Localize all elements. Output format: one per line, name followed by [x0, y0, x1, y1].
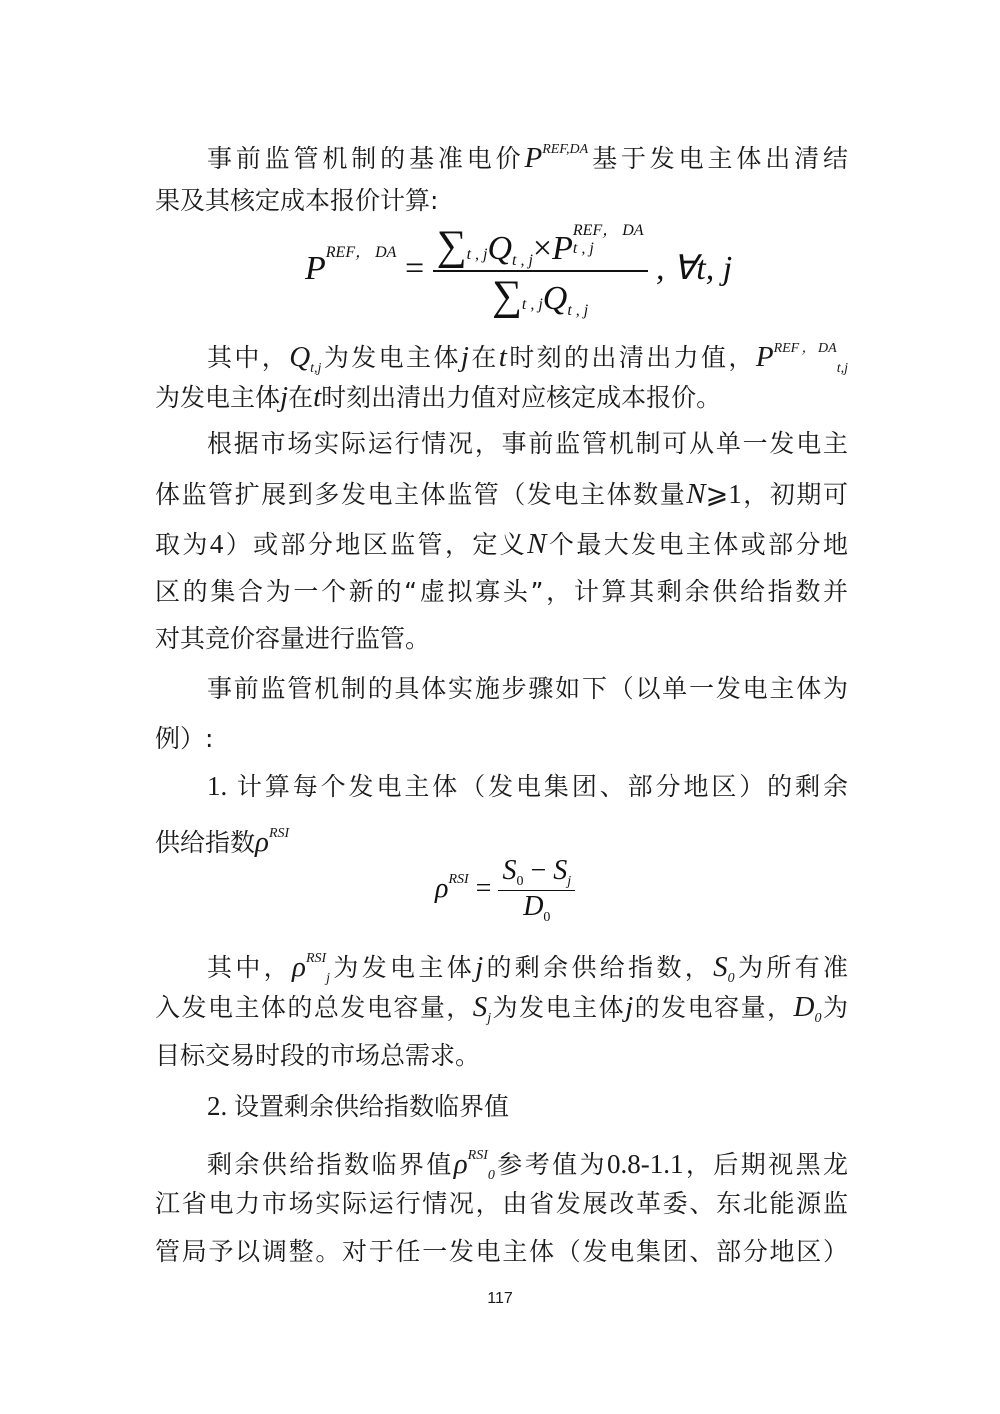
math-symbol: Q [289, 341, 311, 373]
math-symbol: P [524, 142, 543, 174]
math-symbol: RSI [305, 951, 327, 966]
text-segment: 为发电主体 [330, 953, 476, 982]
math-symbol: ρ [292, 951, 306, 983]
math-symbol: 0.8-1.1 [606, 1149, 684, 1179]
math-symbol: 0 [487, 1168, 495, 1183]
math-symbol: N [527, 528, 547, 560]
formula-quantifier: , ∀t, j [656, 249, 733, 287]
fraction: $\frac{S_0 - S_j}{D_0}$ [498, 855, 575, 926]
math-symbol: 2. [207, 1091, 234, 1121]
text-line [155, 622, 848, 656]
math-symbol: t [498, 341, 507, 373]
text-line [155, 380, 848, 415]
text-segment: 时刻的出清出力值， [506, 343, 756, 372]
math-symbol: D [793, 991, 815, 1023]
text-line [155, 1235, 848, 1269]
math-symbol: REF,DA [542, 142, 589, 157]
text-segment: 基于发电主体出清结 [588, 144, 848, 173]
math-symbol: 0 [727, 971, 735, 986]
text-segment: 目标交易时段的市场总需求。 [155, 1041, 481, 1070]
math-symbol: j [475, 951, 484, 983]
text-segment: 个最大发电主体或部分地 [546, 530, 848, 559]
math-symbol: j [326, 971, 331, 986]
text-segment: 果及其核定成本报价计算: [155, 186, 439, 215]
text-line [207, 942, 848, 996]
math-symbol: P [755, 341, 774, 373]
text-segment: 为发电主体 [491, 993, 626, 1022]
text-line [207, 1089, 848, 1124]
text-segment: 事前监管机制的基准电价 [207, 144, 525, 173]
math-symbol: j [487, 1011, 492, 1026]
math-symbol: REF，DA [773, 341, 837, 356]
text-segment: 剩余供给指数临界值 [207, 1150, 454, 1179]
text-segment: 设置剩余供给指数临界值 [234, 1092, 510, 1121]
text-line [155, 817, 848, 860]
math-symbol: t,j [836, 361, 848, 376]
equals-sign: = [404, 249, 425, 287]
text-line [155, 527, 848, 562]
math-symbol: ⩾1 [705, 479, 742, 509]
text-line [155, 1039, 848, 1073]
text-line [207, 332, 848, 386]
text-segment: ）或部分地区监管，定义 [223, 530, 528, 559]
math-symbol: ρ [255, 826, 269, 858]
text-segment: 为 [821, 993, 848, 1022]
text-segment: ，后期视黑龙 [683, 1150, 848, 1179]
numerator: ∑t , jQt , j×P REF， DA t , j [436, 222, 644, 269]
formula-reference-price [305, 222, 732, 320]
text-segment: 供给指数 [155, 828, 256, 857]
text-segment: 在 [288, 383, 314, 412]
text-line [207, 1139, 848, 1193]
math-symbol: j [625, 991, 634, 1023]
text-line [207, 133, 848, 176]
text-line [155, 722, 848, 756]
text-line [207, 427, 848, 461]
text-segment: 为发电主体 [321, 343, 461, 372]
text-segment: 入发电主体的总发电容量， [155, 993, 473, 1022]
text-segment: 根据市场实际运行情况，事前监管机制可从单一发电主 [207, 429, 848, 458]
text-segment: 为所有准 [734, 953, 848, 982]
text-segment: 江省电力市场实际运行情况，由省发展改革委、东北能源监 [155, 1189, 848, 1218]
text-segment: 的发电容量， [633, 993, 794, 1022]
math-symbol: t,j [310, 361, 322, 376]
text-line [207, 672, 848, 706]
text-line [155, 990, 848, 1036]
math-symbol: RSI [268, 826, 290, 841]
text-line [155, 184, 848, 218]
text-line [155, 1187, 848, 1221]
math-symbol: j [460, 341, 469, 373]
formula-lhs: $P^{REF, DA}$ [305, 243, 397, 287]
text-line [155, 575, 848, 609]
math-symbol: j [280, 381, 289, 413]
text-segment: 计算每个发电主体（发电集团、部分地区）的剩余 [236, 772, 848, 801]
text-segment: 参考值为 [494, 1150, 607, 1179]
text-segment: 例）: [155, 724, 214, 753]
text-segment: 事前监管机制的具体实施步骤如下（以单一发电主体为 [207, 674, 848, 703]
denominator: ∑t , jQt , j [433, 270, 648, 320]
math-symbol: 4 [209, 529, 224, 559]
text-segment: 的剩余供给指数， [483, 953, 714, 982]
math-symbol: S [472, 991, 488, 1023]
fraction [433, 222, 648, 320]
math-symbol: S [713, 951, 728, 983]
text-segment: ，初期可 [741, 480, 848, 509]
text-segment: 体监管扩展到多发电主体监管（发电主体数量 [155, 480, 687, 509]
text-segment: 在 [468, 343, 499, 372]
text-line [155, 477, 848, 512]
math-symbol: 0 [814, 1011, 822, 1026]
text-segment: 其中， [207, 343, 290, 372]
text-segment: 为发电主体 [155, 383, 281, 412]
text-segment: 时刻出清出力值对应核定成本报价。 [321, 383, 722, 412]
math-symbol: N [686, 478, 706, 510]
math-symbol: 1. [207, 771, 237, 801]
text-line [207, 769, 848, 804]
text-segment: 其中， [207, 953, 293, 982]
formula-rsi: $\rho^{RSI}$ = $\frac{S_0 - S_j}{D_0}$ [435, 855, 575, 926]
math-symbol: ρ [453, 1148, 468, 1180]
text-segment: 取为 [155, 530, 210, 559]
text-segment: 管局予以调整。对于任一发电主体（发电集团、部分地区） [155, 1237, 848, 1266]
text-segment: 区的集合为一个新的“虚拟寡头”，计算其剩余供给指数并 [155, 577, 848, 606]
math-symbol: RSI [467, 1148, 488, 1163]
math-symbol: t [313, 381, 322, 413]
text-segment: 对其竞价容量进行监管。 [155, 624, 431, 653]
page-number: 117 [487, 1290, 513, 1307]
